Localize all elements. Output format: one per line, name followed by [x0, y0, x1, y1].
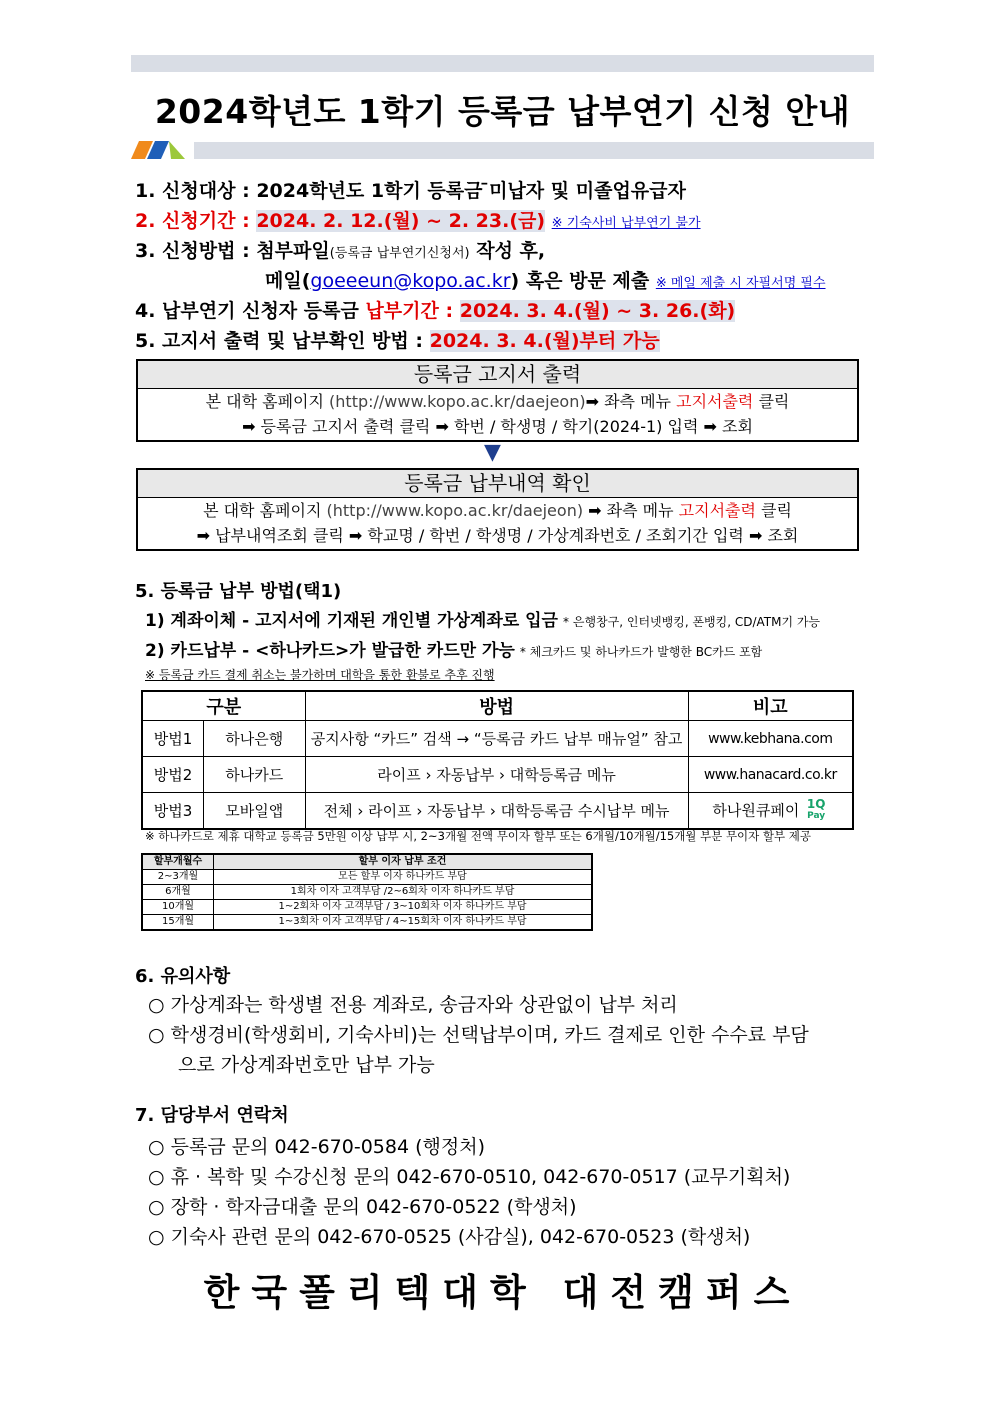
item-1-label: 1. 신청대상 :: [135, 180, 250, 202]
installment-months: 10개월: [142, 900, 214, 915]
bill-print-menu: 고지서출력: [678, 501, 756, 520]
bill-print-row-2: ➡ 등록금 고지서 출력 클릭 ➡ 학번 / 학생명 / 학기(2024-1) 입력 ➡ 조회: [242, 417, 753, 436]
method-site-link[interactable]: www.kebhana.com: [688, 721, 853, 757]
top-banner-strip: [131, 55, 874, 72]
contact-scholarship: ○ 장학 · 학자금대출 문의 042-670-0522 (학생처): [148, 1196, 577, 1218]
cautions-heading: 6. 유의사항: [135, 966, 231, 987]
method-app-cell: [688, 793, 853, 830]
item-2-value: 2024. 2. 12.(월) ~ 2. 23.(금): [256, 210, 546, 232]
installment-condition: 1~3회차 이자 고객부담 / 4~15회차 이자 하나카드 부담: [214, 915, 593, 931]
installment-header-row: [142, 854, 592, 870]
homepage-link[interactable]: (http://www.kopo.ac.kr/daejeon): [326, 501, 584, 520]
mail-post: ) 혹은 방문 제출: [510, 270, 650, 292]
method-app-name: 하나원큐페이: [712, 801, 800, 819]
item-3-label: 3. 신청방법 :: [135, 240, 250, 262]
installment-header-months: 할부개월수: [142, 854, 214, 870]
item-3: [135, 236, 545, 263]
item-1: [135, 176, 686, 203]
method-no: 방법1: [142, 721, 204, 757]
method-1-text: 1) 계좌이체 - 고지서에 기재된 개인별 가상계좌로 입금: [145, 611, 558, 631]
payment-check-row-1: [138, 498, 857, 523]
caution-1: ○ 가상계좌는 학생별 전용 계좌로, 송금자와 상관없이 납부 처리: [148, 994, 678, 1016]
table-header-row: [142, 691, 853, 721]
method-how: 전체 › 라이프 › 자동납부 › 대학등록금 수시납부 메뉴: [305, 793, 688, 830]
row-text: 클릭: [753, 392, 790, 411]
payment-methods-table: [141, 690, 854, 830]
installment-condition: 1회차 이자 고객부담 /2~6회차 이자 하나카드 부담: [214, 885, 593, 900]
item-3-value-a: 첨부파일: [256, 240, 330, 262]
installment-table: [141, 853, 593, 931]
row-text: 클릭: [755, 501, 792, 520]
logo-bottom: Pay: [807, 810, 826, 821]
item-2-label: 2. 신청기간 :: [135, 210, 250, 232]
method-name: 하나은행: [204, 721, 306, 757]
payment-heading: 5. 등록금 납부 방법(택1): [135, 581, 342, 602]
installment-months: 2~3개월: [142, 870, 214, 885]
item-4: [135, 296, 735, 323]
method-1-note: * 은행창구, 인터넷뱅킹, 폰뱅킹, CD/ATM기 가능: [563, 615, 821, 629]
item-4-period-label: 납부기간 :: [365, 300, 454, 322]
payment-check-header: 등록금 납부내역 확인: [138, 470, 857, 498]
installment-condition: 모든 할부 이자 하나카드 부담: [214, 870, 593, 885]
method-how: 공지사항 “카드” 검색 → “등록금 카드 납부 매뉴얼” 참고: [305, 721, 688, 757]
contact-dormitory: ○ 기숙사 관련 문의 042-670-0525 (사감실), 042-670-0523 (학생처): [148, 1226, 751, 1248]
item-2-note: ※ 기숙사비 납부연기 불가: [551, 216, 701, 231]
method-no: 방법3: [142, 793, 204, 830]
item-3-mail: [265, 266, 826, 293]
table-row: [142, 721, 853, 757]
installment-months: 6개월: [142, 885, 214, 900]
bill-print-menu: 고지서출력: [676, 392, 754, 411]
page-title: 2024학년도 1학기 등록금 납부연기 신청 안내: [154, 92, 851, 131]
contact-academic: ○ 휴 · 복학 및 수강신청 문의 042-670-0510, 042-670-0517 (교무기획처): [148, 1166, 791, 1188]
hana-1q-pay-logo-icon: [804, 798, 828, 824]
method-how: 라이프 › 자동납부 › 대학등록금 메뉴: [305, 757, 688, 793]
caution-2a: ○ 학생경비(학생회비, 기숙사비)는 선택납부이며, 카드 결제로 인한 수수료 부담: [148, 1024, 809, 1046]
accent-stripe-icon: [131, 141, 201, 159]
caution-2b: 으로 가상계좌번호만 납부 가능: [178, 1054, 435, 1076]
item-2: [135, 206, 701, 233]
item-5-label: 5. 고지서 출력 및 납부확인 방법 :: [135, 330, 423, 352]
method-name: 하나카드: [204, 757, 306, 793]
installment-header-condition: 할부 이자 납부 조건: [214, 854, 593, 870]
homepage-link[interactable]: (http://www.kopo.ac.kr/daejeon): [329, 392, 586, 411]
down-arrow-icon: ▼: [484, 440, 501, 465]
mail-pre: 메일(: [265, 270, 311, 292]
installment-months: 15개월: [142, 915, 214, 931]
table-row: [142, 793, 853, 830]
payment-check-box: [136, 468, 859, 551]
installment-row: [142, 915, 592, 931]
payment-method-1: [145, 606, 820, 631]
method-name: 모바일앱: [204, 793, 306, 830]
card-refund-notice: ※ 등록금 카드 결제 취소는 불가하며 대학을 통한 환불로 추후 진행: [145, 668, 495, 682]
logo-top: 1Q: [806, 796, 826, 811]
bill-print-box: [136, 359, 859, 442]
item-4-label: 4. 납부연기 신청자 등록금: [135, 300, 359, 322]
payment-method-2: [145, 636, 762, 661]
payment-check-row-2: ➡ 납부내역조회 클릭 ➡ 학교명 / 학번 / 학생명 / 가상계좌번호 / 조회기간 입력 ➡ 조회: [196, 526, 799, 545]
row-text: 본 대학 홈페이지: [205, 392, 330, 411]
table-header-method: 방법: [305, 691, 688, 721]
row-text: 본 대학 홈페이지: [203, 501, 327, 520]
installment-condition: 1~2회차 이자 고객부담 / 3~10회차 이자 하나카드 부담: [214, 900, 593, 915]
table-header-category: 구분: [142, 691, 305, 721]
item-3-value-b: 작성 후,: [476, 240, 546, 262]
item-4-value: 2024. 3. 4.(월) ~ 3. 26.(화): [459, 300, 736, 322]
footer-institution: 한국폴리텍대학 대전캠퍼스: [203, 1271, 802, 1314]
bottom-banner-strip: [194, 142, 874, 159]
bill-print-row-1: [138, 389, 857, 414]
item-3-note: ※ 메일 제출 시 자필서명 필수: [655, 276, 826, 291]
contacts-heading: 7. 담당부서 연락처: [135, 1105, 289, 1126]
installment-row: [142, 885, 592, 900]
table-header-remark: 비고: [688, 691, 853, 721]
mail-link[interactable]: goeeeun@kopo.ac.kr: [310, 270, 511, 292]
item-1-value: 2024학년도 1학기 등록금 ̄미납자 및 미졸업유급자: [256, 180, 686, 202]
row-text: ➡ 좌측 메뉴: [583, 501, 679, 520]
method-2-note: * 체크카드 및 하나카드가 발행한 BC카드 포함: [519, 645, 763, 659]
bill-print-header: 등록금 고지서 출력: [138, 361, 857, 389]
contact-tuition: ○ 등록금 문의 042-670-0584 (행정처): [148, 1136, 485, 1158]
row-text: ➡ 좌측 메뉴: [585, 392, 677, 411]
item-5: [135, 326, 660, 353]
table-row: [142, 757, 853, 793]
installment-row: [142, 900, 592, 915]
installment-note: ※ 하나카드로 제휴 대학교 등록금 5만원 이상 납부 시, 2~3개월 전액 무이자 할부 또는 6개월/10개월/15개월 부분 무이자 할부 제공: [145, 829, 812, 843]
item-3-value-small: (등록금 납부연기신청서): [329, 246, 470, 261]
method-site-link[interactable]: www.hanacard.co.kr: [688, 757, 853, 793]
method-2-text: 2) 카드납부 - <하나카드>가 발급한 카드만 가능: [145, 641, 515, 661]
item-5-value: 2024. 3. 4.(월)부터 가능: [429, 330, 660, 352]
method-no: 방법2: [142, 757, 204, 793]
installment-row: [142, 870, 592, 885]
